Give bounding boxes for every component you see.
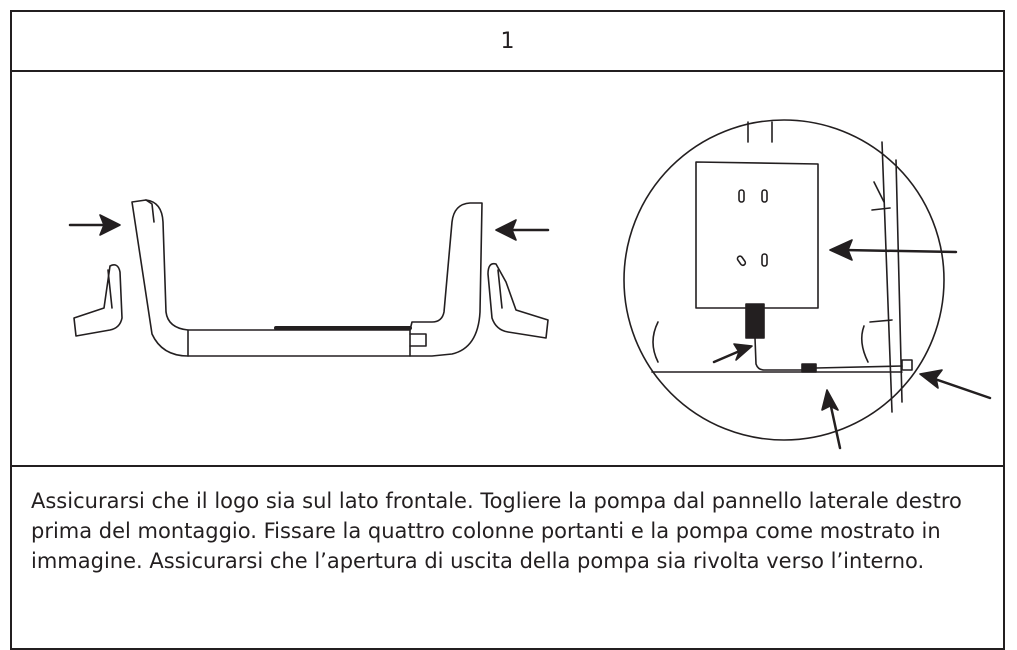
outlet-arrow-icon: [920, 370, 990, 398]
panel-arrow-icon: [830, 240, 956, 260]
right-arrow-icon: [496, 220, 548, 240]
hose-arrow-icon: [822, 390, 840, 448]
instruction-text: Assicurarsi che il logo sia sul lato frontale. Togliere la pompa dal pannello laterale destro prima del montaggio. Fissare la quattro colonne portanti e la pompa come mostrato in immagine. Assicurarsi che l’apertura di uscita della pompa sia rivolta verso l’interno.: [31, 489, 962, 573]
frame-side-view: [132, 200, 482, 356]
left-arrow-icon: [70, 215, 120, 235]
detail-magnifier: [624, 120, 944, 440]
assembly-illustration: [12, 72, 1003, 467]
instruction-panel: [10, 10, 1005, 650]
step-number: 1: [500, 28, 515, 54]
left-support-bracket: [74, 265, 122, 336]
right-support-bracket: [488, 264, 548, 338]
step-header: [12, 12, 1003, 72]
pump-arrow-icon: [714, 344, 752, 362]
